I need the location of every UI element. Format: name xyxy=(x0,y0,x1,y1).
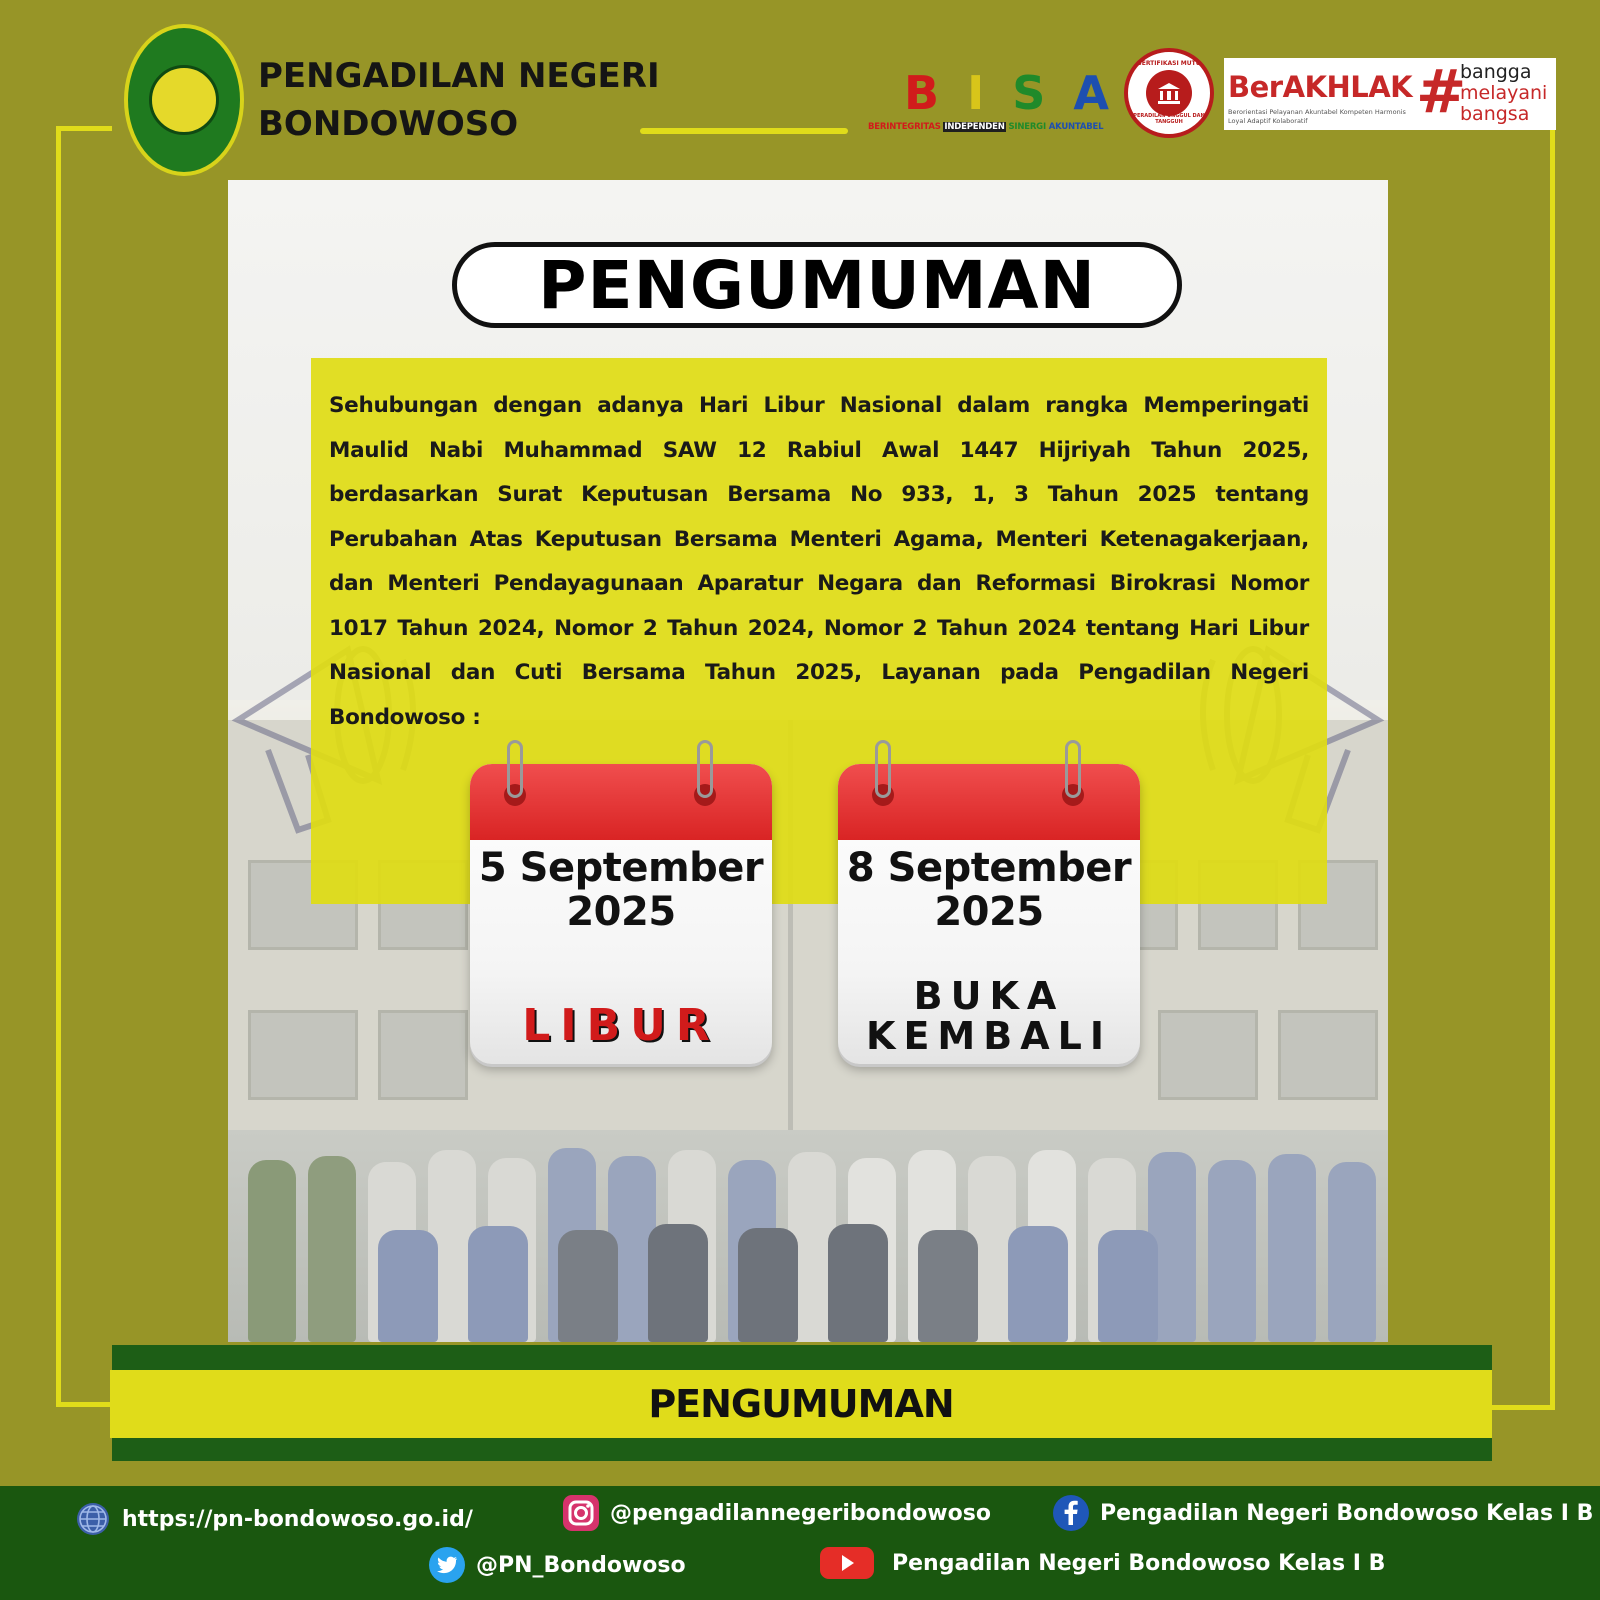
calendar-ring xyxy=(1065,740,1081,798)
court-emblem xyxy=(124,24,244,176)
calendar-holiday-status: LIBUR xyxy=(522,1000,720,1051)
instagram-icon xyxy=(562,1494,600,1532)
frame-line-left xyxy=(56,126,61,1406)
calendar-ring xyxy=(697,740,713,798)
calendar-holiday xyxy=(470,764,772,1064)
calendar-ring xyxy=(507,740,523,798)
frame-line-right-bottom xyxy=(1492,1405,1555,1410)
footer-facebook-text: Pengadilan Negeri Bondowoso Kelas I B xyxy=(1100,1500,1594,1526)
announcement-body-text: Sehubungan dengan adanya Hari Libur Nasional dalam rangka Memperingati Maulid Nabi Muhammad SAW 12 Rabiul Awal 1447 Hijriyah Tahun 2025, berdasarkan Surat Keputusan Bersama No 933, 1, 3 Tahun 2025 tentang Perubahan Atas Keputusan Bersama Menteri Agama, Menteri Ketenagakerjaan, dan Menteri Pendayagunaan Aparatur Negara dan Reformasi Birokrasi Nomor 1017 Tahun 2024, Nomor 2 Tahun 2024, Nomor 2 Tahun 2024 tentang Hari Libur Nasional dan Cuti Bersama Tahun 2025, Layanan pada Pengadilan Negeri Bondowoso : xyxy=(329,393,1309,730)
cert-top-text: SERTIFIKASI MUTU xyxy=(1137,60,1201,67)
bisa-letter-a: A xyxy=(1073,66,1109,120)
calendar-reopen-status: BUKA KEMBALI xyxy=(866,974,1112,1058)
footer-facebook[interactable] xyxy=(1052,1494,1593,1532)
bisa-letter-s: S xyxy=(1012,66,1046,120)
footer-instagram-text: @pengadilannegeribondowoso xyxy=(610,1500,991,1526)
announcement-body-box xyxy=(311,358,1327,904)
calendar-ring xyxy=(875,740,891,798)
footer-bar xyxy=(0,1486,1600,1600)
footer-twitter-text: @PN_Bondowoso xyxy=(476,1552,686,1578)
facebook-icon xyxy=(1052,1494,1090,1532)
announcement-title: PENGUMUMAN xyxy=(452,242,1182,328)
berakhlak-logo xyxy=(1224,58,1556,130)
bottom-banner-title: PENGUMUMAN xyxy=(648,1382,954,1426)
frame-line-left-top xyxy=(56,126,112,131)
bisa-letter-i: I xyxy=(967,66,985,120)
globe-icon xyxy=(74,1500,112,1538)
bisa-tagline: BERINTEGRITAS INDEPENDEN SINERGI AKUNTABEL xyxy=(868,122,1104,132)
frame-line-left-bottom xyxy=(56,1402,112,1407)
bangga-melayani-bangsa: bangga melayani bangsa xyxy=(1460,61,1548,125)
calendar-holiday-date: 5 September 2025 xyxy=(478,845,764,935)
announcement-poster xyxy=(228,180,1388,1342)
footer-twitter[interactable] xyxy=(428,1546,686,1584)
calendar-reopen xyxy=(838,764,1140,1064)
bottom-banner xyxy=(110,1370,1492,1438)
bisa-letter-b: B xyxy=(904,66,940,120)
org-name: PENGADILAN NEGERI BONDOWOSO xyxy=(258,56,660,144)
twitter-icon xyxy=(428,1546,466,1584)
hashtag-icon: # xyxy=(1416,57,1467,127)
footer-website-text: https://pn-bondowoso.go.id/ xyxy=(122,1506,473,1532)
footer-website[interactable] xyxy=(74,1500,473,1538)
calendar-reopen-date: 8 September 2025 xyxy=(846,845,1132,935)
bisa-logo xyxy=(868,66,1118,138)
staff-group-photo xyxy=(228,1130,1388,1342)
quality-certification-badge xyxy=(1124,48,1214,138)
cert-bottom-text: PERADILAN UNGGUL DAN TANGGUH xyxy=(1133,113,1205,125)
footer-youtube[interactable] xyxy=(818,1544,1385,1582)
berakhlak-subtitle: Berorientasi Pelayanan Akuntabel Kompeten Harmonis Loyal Adaptif Kolaboratif xyxy=(1228,108,1406,125)
footer-youtube-text: Pengadilan Negeri Bondowoso Kelas I B xyxy=(892,1550,1386,1576)
berakhlak-word: BerAKHLAK xyxy=(1228,70,1413,104)
youtube-icon xyxy=(818,1544,876,1582)
courthouse-icon xyxy=(1146,70,1192,116)
emblem-center xyxy=(149,65,219,135)
footer-instagram[interactable] xyxy=(562,1494,991,1532)
frame-line-right xyxy=(1550,130,1555,1410)
